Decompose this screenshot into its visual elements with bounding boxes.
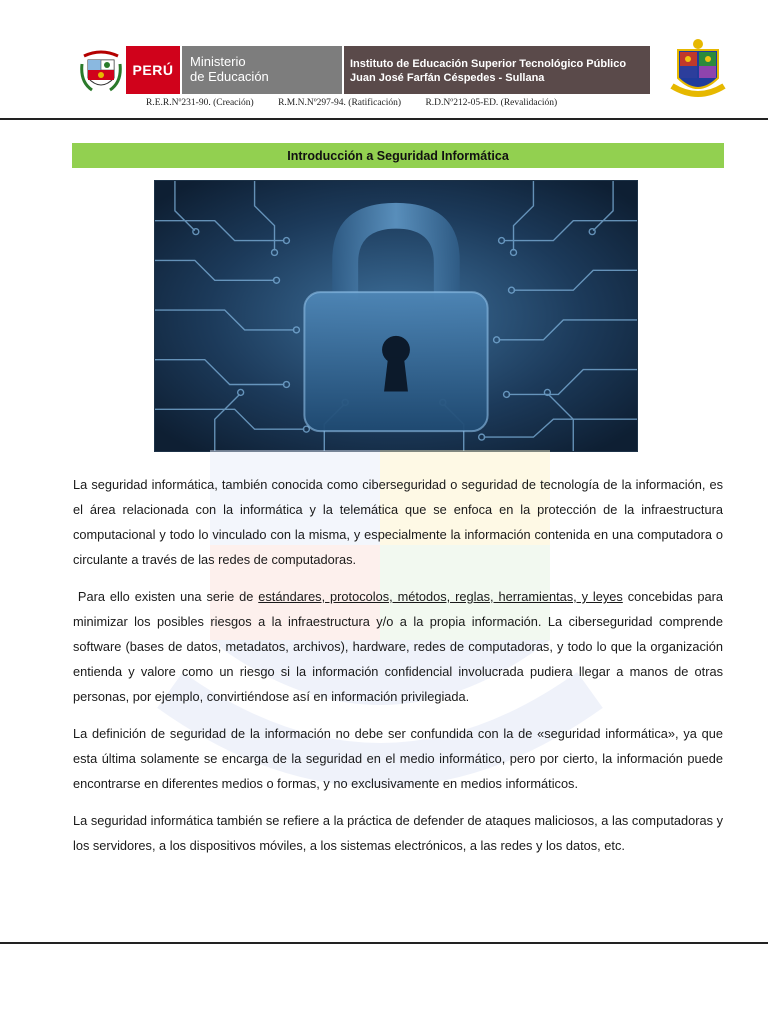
paragraph-2-start: Para ello existen una serie de (77, 589, 259, 604)
resolutions-line (146, 98, 579, 108)
ministry-line2: de Educación (190, 69, 269, 84)
paragraph-2 (73, 584, 723, 709)
institute-shield-logo (668, 36, 728, 104)
article-body (73, 472, 723, 870)
padlock-circuit-board-image (154, 180, 638, 452)
header-divider (0, 118, 768, 120)
ministry-line1: Ministerio (190, 54, 246, 69)
paragraph-1: La seguridad informática, también conocida como ciberseguridad o seguridad de tecnología de la información, es el área relacionada con la informática y la telemática que se enfoca en la protección de la infraestructura computacional y todo lo vinculado con la misma, y especialmente la información contenida en una computadora o circulante a través de las redes de computadoras. (73, 477, 723, 567)
peru-coat-of-arms-icon (80, 48, 122, 94)
paragraph-4: La seguridad informática también se refiere a la práctica de defender de ataques maliciosos, a las computadoras y los servidores, a los dispositivos móviles, a los sistemas electrónicos, a las redes y los datos, etc. (73, 813, 723, 853)
ministry-block (182, 46, 342, 94)
resolution-ratification: R.M.N.Nº297-94. (Ratificación) (278, 98, 402, 108)
peru-brand-block (126, 46, 180, 94)
peru-label: PERÚ (132, 62, 174, 78)
resolution-revalidation: R.D.Nº212-05-ED. (Revalidación) (425, 98, 558, 108)
institute-block (344, 46, 650, 94)
institute-line2: Juan José Farfán Céspedes - Sullana (350, 72, 545, 84)
page-title: Introducción a Seguridad Informática (287, 148, 509, 163)
section-title-bar (72, 143, 724, 168)
paragraph-3: La definición de seguridad de la información no debe ser confundida con la de «seguridad informática», ya que esta última solamente se encarga de la seguridad en el medio informático, pero por cierto, la información puede encontrarse en diferentes medios o formas, y no exclusivamente en medios informáticos. (73, 726, 723, 791)
footer-divider (0, 942, 768, 944)
institute-line1: Instituto de Educación Superior Tecnológico Público (350, 58, 627, 70)
paragraph-2-underlined: estándares, protocolos, métodos, reglas, herramientas, y leyes (258, 589, 623, 604)
resolution-creation: R.E.R.Nº231-90. (Creación) (146, 98, 254, 108)
paragraph-2-end: concebidas para minimizar los posibles riesgos a la infraestructura y/o a la propia información. La ciberseguridad comprende software (bases de datos, metadatos, archivos), hardware, redes de computadoras, y todo lo que la organización entienda y valore como un riesgo si la información confidencial involucrada pudiera llegar a manos de otras personas, por ejemplo, convirtiéndose así en información privilegiada. (73, 589, 724, 704)
